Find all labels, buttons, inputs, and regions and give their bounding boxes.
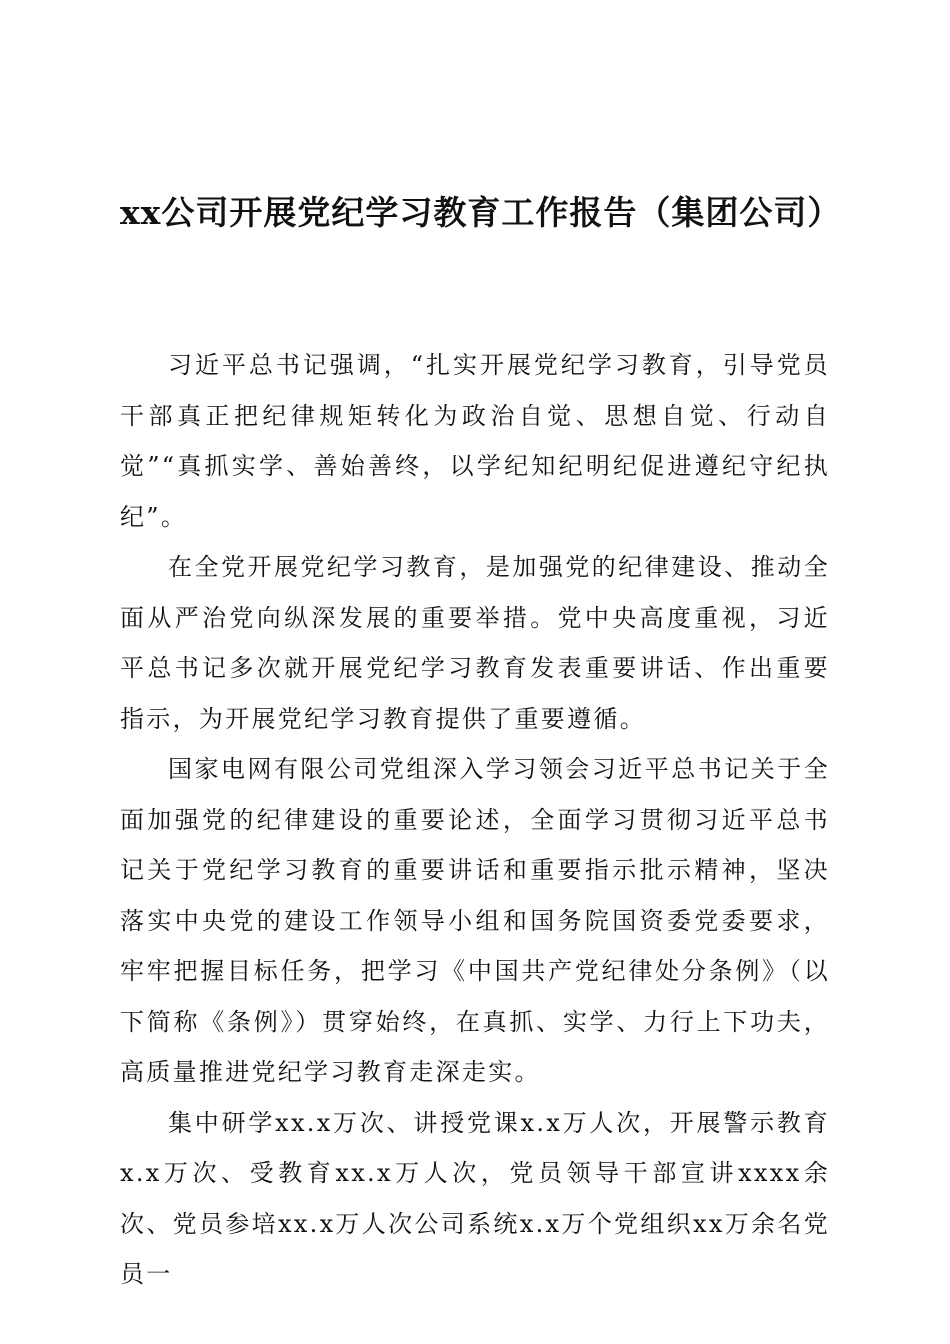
document-body [120, 340, 830, 1300]
paragraph-4: 集中研学xx.x万次、讲授党课x.x万人次，开展警示教育x.x万次、受教育xx.x万人次，党员领导干部宣讲xxxx余次、党员参培xx.x万人次公司系统x.x万个党组织xx万余名党员一 [120, 1108, 830, 1288]
paragraph-1: 习近平总书记强调，“扎实开展党纪学习教育，引导党员干部真正把纪律规矩转化为政治自觉、思想自觉、行动自觉”“真抓实学、善始善终，以学纪知纪明纪促进遵纪守纪执纪”。 [120, 351, 830, 531]
document-title: xx公司开展党纪学习教育工作报告（集团公司） [120, 193, 842, 232]
paragraph-3: 国家电网有限公司党组深入学习领会习近平总书记关于全面加强党的纪律建设的重要论述，全面学习贯彻习近平总书记关于党纪学习教育的重要讲话和重要指示批示精神，坚决落实中央党的建设工作领导小组和国务院国资委党委要求，牢牢把握目标任务，把学习《中国共产党纪律处分条例》（以下简称《条例》）贯穿始终，在真抓、实学、力行上下功夫，高质量推进党纪学习教育走深走实。 [120, 755, 830, 1086]
paragraph-2: 在全党开展党纪学习教育，是加强党的纪律建设、推动全面从严治党向纵深发展的重要举措。党中央高度重视，习近平总书记多次就开展党纪学习教育发表重要讲话、作出重要指示，为开展党纪学习教育提供了重要遵循。 [120, 553, 830, 733]
